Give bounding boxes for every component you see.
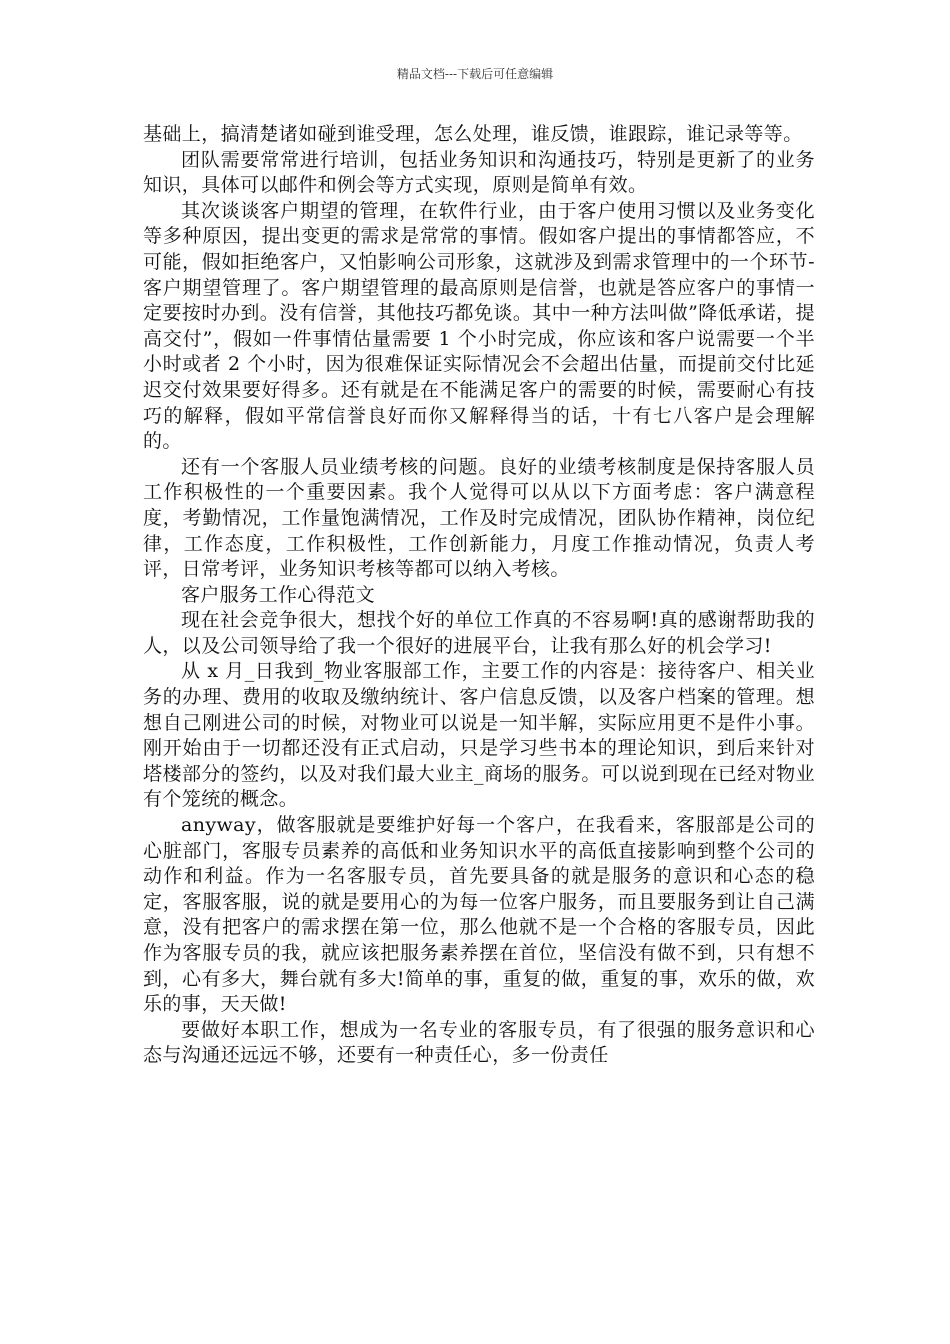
paragraph-2: 团队需要常常进行培训，包括业务知识和沟通技巧，特别是更新了的业务知识，具体可以邮件和例会等方式实现，原则是简单有效。	[143, 148, 815, 197]
section-title: 客户服务工作心得范文	[181, 583, 376, 606]
paragraph-5: 现在社会竞争很大，想找个好的单位工作真的不容易啊!真的感谢帮助我的人，以及公司领导给了我一个很好的进展平台，让我有那么好的机会学习!	[143, 609, 815, 657]
paragraph-8: 要做好本职工作，想成为一名专业的客服专员，有了很强的服务意识和心态与沟通还远远不够，还要有一种责任心，多一份责任	[143, 1018, 815, 1067]
page-header: 精品文档---下载后可任意编辑	[396, 67, 554, 81]
paragraph-6: 从 x 月_日我到_物业客服部工作，主要工作的内容是：接待客户、相关业务的办理、费用的收取及缴纳统计、客户信息反馈，以及客户档案的管理。想想自己刚进公司的时候，对物业可以说是一知半解，实际应用更不是件小事。刚开始由于一切都还没有正式启动，只是学习些书本的理论知识，到后来针对塔楼部分的签约，以及对我们最大业主_商场的服务。可以说到现在已经对物业有个笼统的概念。	[143, 660, 815, 811]
document-body	[143, 122, 815, 1069]
paragraph-1: 基础上，搞清楚诸如碰到谁受理，怎么处理，谁反馈，谁跟踪，谁记录等等。	[143, 123, 803, 145]
paragraph-3: 其次谈谈客户期望的管理，在软件行业，由于客户使用习惯以及业务变化等多种原因，提出变更的需求是常常的事情。假如客户提出的事情都答应，不可能，假如拒绝客户，又怕影响公司形象，这就涉及到需求管理中的一个环节-客户期望管理了。客户期望管理的最高原则是信誉，也就是答应客户的事情一定要按时办到。没有信誉，其他技巧都免谈。其中一种方法叫做”降低承诺，提高交付”，假如一件事情估量需要 1 个小时完成，你应该和客户说需要一个半小时或者 2 个小时，因为很难保证实际情况会不会超出估量，而提前交付比延迟交付效果要好得多。还有就是在不能满足客户的需要的时候，需要耐心有技巧的解释，假如平常信誉良好而你又解释得当的话，十有七八客户是会理解的。	[143, 199, 815, 453]
paragraph-4: 还有一个客服人员业绩考核的问题。良好的业绩考核制度是保持客服人员工作积极性的一个重要因素。我个人觉得可以从以下方面考虑：客户满意程度，考勤情况，工作量饱满情况，工作及时完成情况，团队协作精神，岗位纪律，工作态度，工作积极性，工作创新能力，月度工作推动情况，负责人考评，日常考评，业务知识考核等都可以纳入考核。	[143, 455, 815, 581]
paragraph-7: anyway，做客服就是要维护好每一个客户，在我看来，客服部是公司的心脏部门，客服专员素养的高低和业务知识水平的高低直接影响到整个公司的动作和利益。作为一名客服专员，首先要具备的就是服务的意识和心态的稳定，客服客服，说的就是要用心的为每一位客户服务，而且要服务到让自己满意，没有把客户的需求摆在第一位，那么他就不是一个合格的客服专员，因此作为客服专员的我，就应该把服务素养摆在首位，坚信没有做不到，只有想不到，心有多大，舞台就有多大!简单的事，重复的做，重复的事，欢乐的做，欢乐的事，天天做!	[143, 814, 815, 1016]
